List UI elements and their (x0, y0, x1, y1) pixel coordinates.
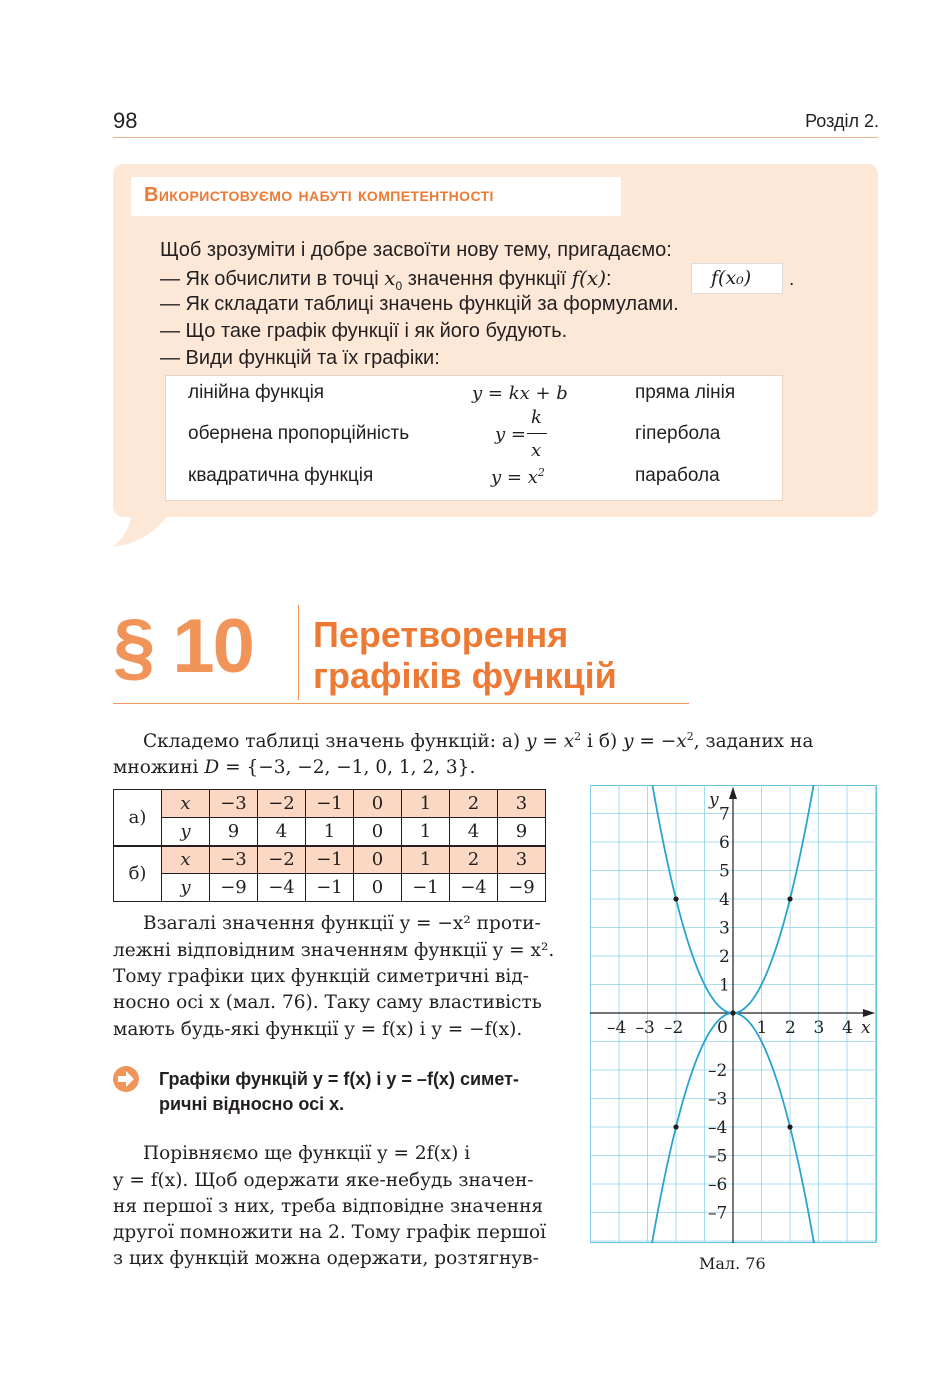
intro-eq-2: = − (633, 731, 677, 753)
quadratic-formula-base: y = x (491, 467, 538, 488)
table-cell: 9 (210, 818, 258, 846)
paragraph2-line-5: мають будь-які функції y = f(x) і y = −f(x). (113, 1019, 523, 1040)
intro-sup-2: 2 (686, 730, 694, 743)
table-cell: 1 (402, 818, 450, 846)
intro-text-c: , заданих на (693, 731, 814, 753)
intro-var-d: D (204, 757, 220, 778)
intro-line-2 (113, 757, 475, 778)
table-cell: −9 (210, 874, 258, 902)
y-tick-label: –6 (708, 1175, 728, 1195)
table-cell: 4 (450, 818, 498, 846)
table-a-x-label: x (162, 790, 210, 818)
q1-text-b: значення функції (402, 268, 572, 290)
arrow-right-icon (113, 1066, 143, 1092)
table-cell: −9 (498, 874, 546, 902)
paragraph3-line-3: ня першої з них, треба відповідне значення (113, 1196, 544, 1217)
table-b-x-label: x (162, 846, 210, 874)
intro-line-1 (143, 730, 813, 752)
section-rule (113, 703, 689, 704)
x-tick-label: –2 (664, 1018, 684, 1038)
intro-text-b: і б) (581, 731, 624, 753)
function-graph-inverse: гіпербола (635, 423, 721, 444)
y-tick-label: –7 (708, 1203, 728, 1224)
y-tick-label: 3 (719, 918, 730, 939)
y-tick-label: –5 (708, 1146, 728, 1167)
x-tick-label: 3 (813, 1018, 825, 1038)
header-rule (113, 137, 878, 138)
function-graph-quadratic: парабола (635, 465, 720, 486)
table-cell: 3 (498, 790, 546, 818)
function-name-quadratic: квадратична функція (188, 465, 374, 486)
table-b-label: б) (114, 846, 162, 902)
section-title-line-1: Перетворення (313, 614, 569, 655)
function-formula-linear: y = kx + b (472, 383, 568, 404)
competence-question-3: — Що таке графік функції і як його будують. (160, 320, 568, 342)
paragraph3-line-4: другої помножити на 2. Тому графік першої (113, 1222, 547, 1243)
q1-text-a: — Як обчислити в точці (160, 268, 385, 290)
paragraph2-line-3: Тому графіки цих функцій симетричні від- (113, 966, 529, 987)
intro-eq-1: = (536, 731, 564, 753)
table-cell: 0 (354, 846, 402, 874)
function-graph-linear: пряма лінія (635, 382, 736, 403)
speech-bubble-tail (113, 505, 173, 547)
competence-title: Використовуємо набуті компетентності (144, 184, 494, 206)
x-tick-label: 2 (785, 1018, 796, 1038)
q1-sub: 0 (395, 279, 403, 293)
fraction-bar (527, 433, 547, 434)
answer-box-text: f(x₀) (711, 267, 752, 289)
table-cell: 2 (450, 846, 498, 874)
y-tick-label: 7 (719, 804, 730, 825)
table-cell: −2 (258, 846, 306, 874)
y-axis-label: y (709, 790, 719, 810)
competence-question-1 (160, 266, 612, 293)
table-cell: −2 (258, 790, 306, 818)
answer-box-period: . (789, 269, 795, 290)
function-name-linear: лінійна функція (188, 382, 325, 403)
y-tick-label: 5 (719, 861, 730, 882)
table-cell: −1 (306, 790, 354, 818)
table-cell: −4 (450, 874, 498, 902)
marked-point (730, 1010, 735, 1015)
paragraph3-line-5: з цих функцій можна одержати, розтягнув- (113, 1248, 539, 1269)
x-tick-label: –4 (607, 1018, 627, 1038)
marked-point (673, 896, 678, 901)
y-tick-label: 1 (719, 975, 730, 996)
q1-text-c: : (606, 268, 612, 290)
table-cell: 0 (354, 790, 402, 818)
marked-point (787, 1124, 792, 1129)
function-formula-inverse-lhs: y = (495, 424, 526, 445)
table-cell: 2 (450, 790, 498, 818)
table-cell: 3 (498, 846, 546, 874)
x-tick-label: 0 (717, 1018, 728, 1038)
chapter-label: Розділ 2. (805, 111, 879, 131)
intro-var-y2: y (623, 731, 634, 753)
page-number: 98 (113, 108, 138, 133)
x-tick-label: –3 (635, 1018, 655, 1038)
table-cell: 4 (258, 818, 306, 846)
intro-sup-1: 2 (574, 730, 582, 743)
table-b-y-label: y (162, 874, 210, 902)
intro-set: = {−3, −2, −1, 0, 1, 2, 3}. (219, 757, 476, 778)
values-table (113, 789, 546, 902)
intro-var-y1: y (525, 731, 537, 753)
table-cell: −4 (258, 874, 306, 902)
competence-question-2: — Як складати таблиці значень функцій за формулами. (160, 293, 679, 315)
section-number: § 10 (113, 604, 253, 689)
x-axis-label: x (861, 1018, 871, 1038)
quadratic-formula-exponent: 2 (537, 466, 545, 479)
table-cell: −1 (306, 846, 354, 874)
table-cell: −1 (306, 874, 354, 902)
table-cell: −3 (210, 846, 258, 874)
intro-var-x1: x (563, 731, 575, 753)
function-formula-inverse-numerator: k (531, 407, 542, 428)
table-a-label: а) (114, 790, 162, 846)
paragraph3-line-2: y = f(x). Щоб одержати яке-небудь значен- (113, 1170, 534, 1191)
y-tick-label: –3 (708, 1089, 728, 1110)
rule-line-1: Графіки функцій y = f(x) і y = –f(x) симет- (159, 1069, 519, 1089)
x-tick-label: 1 (756, 1018, 768, 1038)
y-tick-label: 4 (719, 890, 730, 910)
section-title-line-2: графіків функцій (313, 655, 617, 696)
y-tick-label: 6 (719, 833, 730, 853)
function-formula-inverse-denominator: x (531, 440, 542, 461)
q1-var: x (384, 266, 396, 290)
table-cell: 1 (306, 818, 354, 846)
function-name-inverse: обернена пропорційність (188, 423, 410, 444)
q1-fx: f(x) (571, 266, 606, 290)
paragraph2-line-1: Взагалі значення функції y = −x² проти- (143, 913, 541, 934)
table-cell: 1 (402, 846, 450, 874)
competence-question-4: — Види функцій та їх графіки: (160, 347, 440, 369)
figure-caption: Мал. 76 (699, 1254, 766, 1273)
y-tick-label: –4 (708, 1118, 728, 1138)
x-tick-label: 4 (842, 1018, 853, 1038)
paragraph2-line-4: носно осі x (мал. 76). Таку саму властивість (113, 992, 542, 1013)
table-cell: 0 (354, 818, 402, 846)
parabola-graph (590, 785, 877, 1243)
table-cell: 0 (354, 874, 402, 902)
table-cell: 1 (402, 790, 450, 818)
y-tick-label: 2 (719, 947, 730, 967)
competence-intro: Щоб зрозуміти і добре засвоїти нову тему, пригадаємо: (160, 239, 672, 261)
paragraph2-line-2: лежні відповідним значенням функції y = x². (113, 940, 555, 961)
marked-point (787, 896, 792, 901)
table-cell: −3 (210, 790, 258, 818)
table-cell: −1 (402, 874, 450, 902)
intro-var-x2: x (676, 731, 687, 753)
marked-point (673, 1124, 678, 1129)
function-formula-quadratic (491, 466, 545, 488)
y-tick-label: –2 (708, 1061, 728, 1081)
section-divider (298, 605, 299, 700)
intro-text-d: множині (113, 757, 205, 778)
paragraph3-line-1: Порівняємо ще функції y = 2f(x) і (143, 1143, 471, 1164)
rule-line-2: ричні відносно осі x. (159, 1094, 345, 1114)
intro-text-a: Складемо таблиці значень функцій: а) (143, 731, 526, 753)
table-cell: 9 (498, 818, 546, 846)
table-a-y-label: y (162, 818, 210, 846)
